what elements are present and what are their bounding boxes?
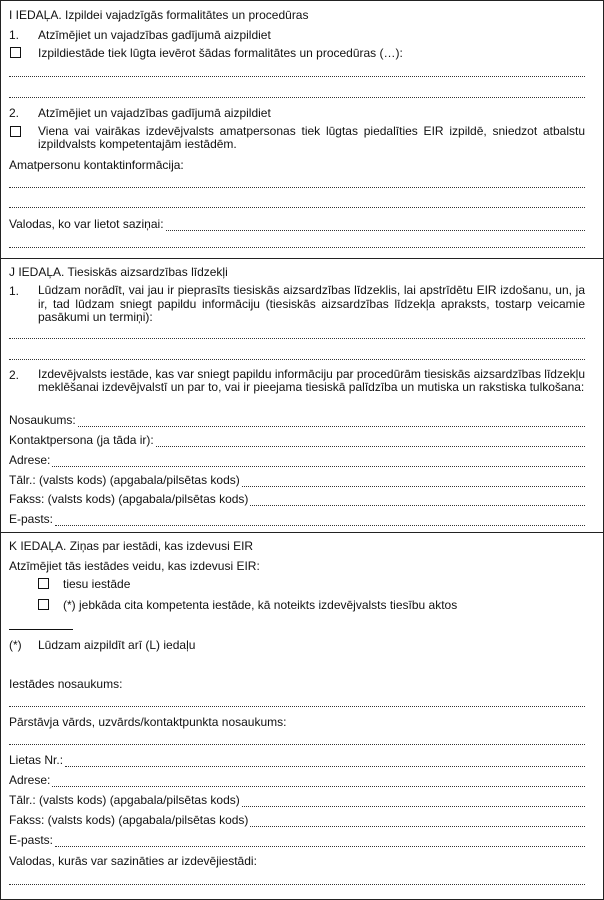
section-j-item2-number: 2. <box>9 368 20 382</box>
section-i <box>1 1 603 259</box>
section-k-address-input[interactable] <box>52 776 585 787</box>
section-k-authority-name-label: Iestādes nosaukums: <box>9 677 123 691</box>
section-k-representative-line[interactable] <box>9 736 585 745</box>
section-j <box>1 258 603 533</box>
section-k-address-label: Adrese: <box>9 773 51 787</box>
section-j-address-input[interactable] <box>52 456 585 467</box>
section-k-case-number-field[interactable] <box>9 753 585 767</box>
section-k-authority-name-line[interactable] <box>9 698 585 707</box>
section-j-address-label: Adrese: <box>9 453 51 467</box>
section-i-item2-number: 2. <box>9 106 20 120</box>
section-j-phone-input[interactable] <box>242 476 585 487</box>
section-j-name-field[interactable] <box>9 413 585 427</box>
section-i-contact-line-1[interactable] <box>9 179 585 188</box>
section-k-phone-input[interactable] <box>242 796 585 807</box>
section-k-fax-field[interactable] <box>9 813 585 827</box>
section-j-name-input[interactable] <box>78 416 585 427</box>
section-k-phone-field[interactable] <box>9 793 585 807</box>
section-i-item1-line-2[interactable] <box>9 89 585 98</box>
section-k-case-number-label: Lietas Nr.: <box>9 753 64 767</box>
section-k-address-field[interactable] <box>9 773 585 787</box>
section-k-email-input[interactable] <box>55 836 585 847</box>
section-j-fax-label: Fakss: (valsts kods) (apgabala/pilsētas kods) <box>9 492 249 506</box>
section-k-option1-checkbox[interactable] <box>38 578 49 589</box>
section-i-contact-line-2[interactable] <box>9 199 585 208</box>
section-i-languages-input[interactable] <box>166 220 585 231</box>
section-i-item2-text: Atzīmējiet un vajadzības gadījumā aizpildiet <box>38 106 271 120</box>
section-j-title: J IEDAĻA. Tiesiskās aizsardzības līdzekļi <box>9 265 228 279</box>
section-k <box>1 532 603 899</box>
section-j-contact-person-input[interactable] <box>156 436 585 447</box>
section-k-languages-label: Valodas, kurās var sazināties ar izdevējiestādi: <box>9 854 257 868</box>
section-j-name-label: Nosaukums: <box>9 413 76 427</box>
section-i-languages-field[interactable] <box>9 217 585 231</box>
section-i-title: I IEDAĻA. Izpildei vajadzīgās formalitātes un procedūras <box>9 8 309 22</box>
footnote-mark: (*) <box>9 638 22 652</box>
section-k-email-label: E-pasts: <box>9 833 54 847</box>
section-i-item1-number: 1. <box>9 28 20 42</box>
section-j-contact-person-label: Kontaktpersona (ja tāda ir): <box>9 433 154 447</box>
footnote-divider <box>9 629 73 630</box>
section-j-item1-line-1[interactable] <box>9 330 585 339</box>
section-k-case-number-input[interactable] <box>65 756 585 767</box>
section-k-option2-label: (*) jebkāda cita kompetenta iestāde, kā noteikts izdevējvalsts tiesību aktos <box>63 598 458 612</box>
section-j-email-label: E-pasts: <box>9 512 54 526</box>
section-j-email-field[interactable] <box>9 512 585 526</box>
section-k-phone-label: Tālr.: (valsts kods) (apgabala/pilsētas kods) <box>9 793 240 807</box>
section-k-languages-line[interactable] <box>9 876 585 885</box>
section-k-representative-label: Pārstāvja vārds, uzvārds/kontaktpunkta nosaukums: <box>9 715 287 729</box>
section-i-item2-option: Viena vai vairākas izdevējvalsts amatpersonas tiek lūgtas piedalīties EIR izpildē, sniedzot atbalstu izpildvalsts kompetentajām iestādēm. <box>38 124 585 151</box>
section-i-item1-checkbox[interactable] <box>10 47 21 58</box>
section-j-item2-text: Izdevējvalsts iestāde, kas var sniegt papildu informāciju par procedūrām tiesiskās aizsardzības līdzekļu meklēšanai izdevējvalstī un par to, vai ir pieejama tiesiskā palīdzība un mutiska un rakstiska tulkošana: <box>38 367 585 394</box>
section-j-contact-person-field[interactable] <box>9 433 585 447</box>
section-i-languages-line-2[interactable] <box>9 239 585 248</box>
section-i-contact-label: Amatpersonu kontaktinformācija: <box>9 158 184 172</box>
section-i-item1-text: Atzīmējiet un vajadzības gadījumā aizpildiet <box>38 28 271 42</box>
section-k-fax-input[interactable] <box>250 816 585 827</box>
section-j-fax-field[interactable] <box>9 492 585 506</box>
section-j-address-field[interactable] <box>9 453 585 467</box>
section-j-email-input[interactable] <box>55 515 585 526</box>
section-k-mark-label: Atzīmējiet tās iestādes veidu, kas izdevusi EIR: <box>9 559 260 573</box>
section-k-option2-checkbox[interactable] <box>38 599 49 610</box>
section-j-phone-label: Tālr.: (valsts kods) (apgabala/pilsētas kods) <box>9 473 240 487</box>
section-j-phone-field[interactable] <box>9 473 585 487</box>
section-i-item1-line-1[interactable] <box>9 68 585 77</box>
section-i-item2-checkbox[interactable] <box>10 126 21 137</box>
section-k-fax-label: Fakss: (valsts kods) (apgabala/pilsētas kods) <box>9 813 249 827</box>
section-i-item1-option: Izpildiestāde tiek lūgta ievērot šādas formalitātes un procedūras (…): <box>38 46 403 60</box>
section-k-email-field[interactable] <box>9 833 585 847</box>
section-i-languages-label: Valodas, ko var lietot saziņai: <box>9 217 164 231</box>
section-k-title: K IEDAĻA. Ziņas par iestādi, kas izdevusi EIR <box>9 539 254 553</box>
section-j-item1-text: Lūdzam norādīt, vai jau ir pieprasīts tiesiskās aizsardzības līdzeklis, lai apstrīdētu EIR izdošanu, un, ja ir, tad lūdzam sniegt papildu informāciju (tiesiskās aizsardzības līdzekļa apraksts, tostarp veicamie pasākumi un termiņi): <box>38 283 585 324</box>
section-j-fax-input[interactable] <box>250 495 585 506</box>
section-k-option1-label: tiesu iestāde <box>63 577 131 591</box>
section-j-item1-number: 1. <box>9 284 20 298</box>
section-j-item1-line-2[interactable] <box>9 351 585 360</box>
footnote-text: Lūdzam aizpildīt arī (L) iedaļu <box>38 638 196 652</box>
